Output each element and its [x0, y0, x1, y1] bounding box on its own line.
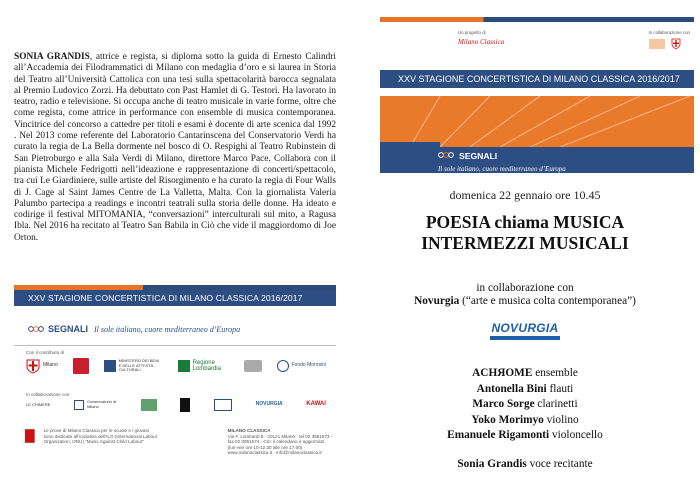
right-season-banner: XXV STAGIONE CONCERTISTICA DI MILANO CLASSICA 2016/2017 — [380, 70, 694, 88]
ilo-note: Le prove di Milano Classica per le scuole e i giovani sono dedicate all’iniziativa dell’ILO (International Labour Organization, ONU) “Music Against Child Labour” — [43, 428, 158, 445]
milano-classica-logo: Milano Classica — [458, 38, 505, 46]
event-title-line-2: INTERMEZZI MUSICALI — [421, 233, 629, 253]
kawai-logo: KAWAI — [306, 401, 326, 408]
ensemble-row: ACHЯOME ensemble — [472, 367, 578, 379]
spiral-logo-icon — [438, 147, 454, 165]
novurgia-logo — [483, 318, 567, 342]
right-segnali-logo — [380, 147, 694, 173]
reciter-role: voce recitante — [526, 458, 593, 470]
green-emblem-logo — [141, 399, 157, 411]
red-logo — [73, 358, 89, 374]
novurgia-name: Novurgia — [414, 295, 460, 307]
reciter-name: Sonia Grandis — [457, 458, 527, 470]
novurgia-logo-text: NOVURGIA — [491, 320, 559, 335]
sponsor-logos-row-1 — [26, 358, 326, 374]
left-divider — [14, 345, 336, 346]
left-segnali-logo — [14, 318, 336, 340]
ilo-logo-icon — [24, 428, 36, 444]
gray-emblem-logo — [244, 360, 262, 372]
right-segnali-title: SEGNALI — [459, 151, 498, 161]
milano-classica-footer-title: MILANO CLASSICA — [227, 428, 271, 433]
performer-row: Emanuele Rigamonti violoncello — [447, 429, 603, 442]
collaboration-with: In collaborazione con — [649, 30, 691, 70]
fondo-morosini-logo — [277, 360, 326, 372]
novurgia-logo-bar — [490, 336, 560, 340]
conservatorio-logo: Conservatorio di Milano — [74, 400, 117, 410]
collaboration-line: in collaborazione con — [476, 282, 574, 294]
fondo-label: Fondo Morosini — [291, 362, 326, 369]
reciter — [350, 458, 700, 470]
label-collaborazione: In collaborazione con — [26, 392, 70, 397]
right-segnali-tagline: Il sole italiano, cuore mediterraneo d’Europa — [438, 165, 566, 173]
performer-row: Antonella Bini flauti — [476, 382, 574, 395]
ensemble-list — [350, 366, 700, 444]
label-contributo: Con il contributo di — [26, 350, 65, 355]
performer-row: Yoko Morimyo violino — [471, 413, 579, 426]
ministero-label: MINISTERO DEI BENI E DELLE ATTIVITÀ CULTURALI — [118, 358, 160, 373]
milano-coat-of-arms-icon — [671, 38, 681, 50]
event-date: domenica 22 gennaio ore 10.45 — [449, 188, 601, 202]
project-by: Un progetto di Milano Classica — [458, 30, 505, 46]
sponsor-logos-row-2 — [26, 398, 326, 412]
milano-classica-footer-contacts: Via F. Lombardi 8 - 20121 Milano · tel 02 3951573 - fax 02 3951574 · Cm: il calendario è aggiornato (lun-ven ore 10-12.30 alle ore 17.00) · www.milanoclassica.it - info@milanoclassica.it — [227, 433, 333, 456]
bio-body: , attrice e regista, si diploma sotto la guida di Ernesto Calindri all’Accademia dei Filodrammatici di Milano con medaglia d’oro e si laurea in Storia del Teatro all’Università Cattolica con una tesi sulla spettacolarità barocca segnalata al Premio Ludovico Zorzi. Ha debuttato con Past Hamlet di G. Testori. Ha lavorato in teatro, radio e televisione. Si occupa anche di teatro musicale in varie forme, oltre che come regista, come attrice in performance con ensemble di musica contemporanea. Vincitrice del concorso a cattedre per titoli e esami è docente di arte scenica dal 1992 . Nel 2013 come referente del Laboratorio Cantarinscena del Conservatorio Verdi ha curato la regia de La Bella dormente nel bosco di O. Respighi al Teatro Rubinstein di San Pietroburgo e alla Sala Verdi di Milano, direttore Marco Pace. Collabora con il pianista Michele Fedrigotti nell’ideazione e rappresentazione di concerti/spettacolo, tra cui Le Giardiniere, sulle artiste del Risorgimento e ha curato la regia di Four Walls di J. Cage al Saint James Centre de La Valletta, Malta. Con la giornalista Valeria Palumbo partecipa a readings e incontri teatrali sulla storia delle donne. Ha ideato e codirige il festival MITOMANIA, “conversazioni” interculturali sul mito, a Ragusa Ibla. Nel 2016 ha recitato al Teatro San Babila in Ciò che vide il maggiordomo di Joe Orton. — [14, 52, 336, 243]
left-segnali-title: SEGNALI — [48, 324, 89, 334]
left-segnali-tagline: Il sole italiano, cuore mediterraneo d’Europa — [94, 324, 241, 334]
sites-logo — [214, 399, 232, 411]
event-title-line-1: POESIA chiama MUSICA — [425, 212, 625, 232]
spiral-logo-icon — [28, 324, 42, 334]
milano-logo-label: Milano — [43, 362, 58, 369]
novurgia-tagline: (“arte e musica colta contemporanea”) — [459, 295, 636, 307]
right-page — [350, 0, 700, 495]
event-title — [350, 212, 700, 254]
biography-text — [14, 52, 336, 244]
left-season-banner: XXV STAGIONE CONCERTISTICA DI MILANO CLASSICA 2016/2017 — [14, 290, 336, 306]
regione-small-logo — [649, 39, 665, 49]
regione-label: Regione Lombardia — [192, 359, 221, 372]
right-header — [380, 22, 694, 70]
bio-name: SONIA GRANDIS — [14, 52, 90, 62]
regione-lombardia-logo — [178, 360, 229, 373]
novurgia-description — [350, 295, 700, 307]
black-emblem-logo — [180, 398, 190, 412]
milano-coat-of-arms-icon — [26, 358, 40, 374]
performer-row: Marco Sorge clarinetti — [472, 398, 578, 411]
left-footer — [24, 428, 334, 456]
novurgia-small-logo: NOVURGIA — [255, 401, 283, 408]
ministero-logo — [104, 359, 163, 373]
le-chimere-logo: LE CHIMERE — [26, 402, 51, 408]
milano-logo — [26, 358, 58, 374]
